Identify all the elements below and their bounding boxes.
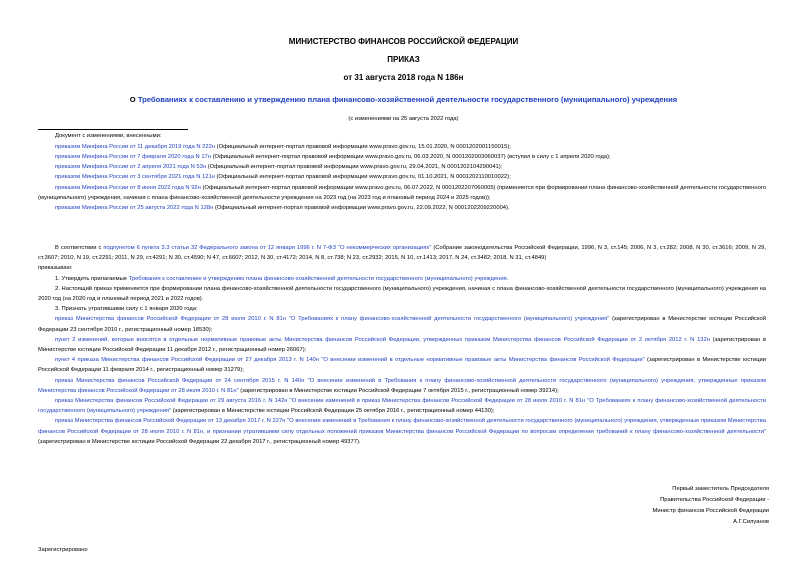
repealed-link[interactable]: приказ Министерства финансов Российской Федерации от 29 августа 2016 г. N 142н "О внесении изменений в приказ Министерства финансов Российской Федерации от 28 июля 2010 г. N 81н "О Требованиях к плану финансово-хозяйственной деятельности государственного (муниципального) учреждения" bbox=[38, 398, 766, 415]
document-body bbox=[38, 243, 766, 447]
order-word: приказываю: bbox=[38, 265, 73, 272]
amendment-link[interactable]: приказом Минфина России от 25 августа 2022 года N 128н bbox=[55, 205, 214, 212]
repealed-item bbox=[38, 396, 766, 416]
amendment-item bbox=[38, 203, 766, 213]
clause-text: . bbox=[506, 275, 509, 282]
amendment-text: (Официальный интернет-портал правовой информации www.pravo.gov.ru, 29.04.2021, N 0001202104290041); bbox=[206, 164, 503, 171]
requirements-link[interactable]: Требования к составлению и утверждению плана финансово-хозяйственной деятельности государственного (муниципального) учреждения bbox=[128, 275, 507, 282]
repealed-item bbox=[38, 314, 766, 334]
amendment-text: (Официальный интернет-портал правовой информации www.pravo.gov.ru, 15.01.2020, N 0001202001150015); bbox=[215, 143, 511, 150]
signature-position-1: Первый заместитель Председателя bbox=[672, 486, 769, 492]
amendment-item bbox=[38, 162, 766, 172]
registered-label: Зарегистрировано bbox=[38, 547, 88, 553]
repealed-text: (зарегистрирован в Министерстве юстиции Российской Федерации 11 февраля 2014 г., регистрационный номер 31279); bbox=[38, 357, 766, 374]
amendments-list bbox=[38, 142, 766, 214]
signature-name: А.Г.Силуанов bbox=[733, 519, 769, 525]
repealed-item bbox=[38, 416, 766, 447]
amendment-item bbox=[38, 142, 766, 152]
repealed-item bbox=[38, 335, 766, 355]
amendment-text: (Официальный интернет-портал правовой информации www.pravo.gov.ru, 06.07.2022, N 0001202207060005) (применяется при формировании плана финансово-хозяйственной деятельности государственного (муниципального) учреждения, начиная с плана финансово-хозяйственной деятельности учреждения на 2023 год (на 2023 год и плановый период 2024 и 2025 годов)); bbox=[38, 184, 766, 201]
document-title bbox=[0, 95, 807, 104]
clause-3: 3. Признать утратившими силу с 1 января 2020 года: bbox=[55, 306, 198, 313]
signature-block bbox=[653, 484, 769, 528]
document-date-number: от 31 августа 2018 года N 186н bbox=[343, 73, 464, 82]
amendments-intro: Документ с изменениями, внесенными: bbox=[55, 133, 162, 139]
amendment-link[interactable]: приказом Минфина России от 3 сентября 2021 года N 121н bbox=[55, 174, 215, 181]
signature-position-2: Правительства Российской Федерации - bbox=[660, 497, 769, 503]
repealed-text: (зарегистрирован в Министерстве юстиции Российской Федерации 11 декабря 2012 г., регистрационный номер 26067); bbox=[38, 336, 766, 354]
title-prefix: О bbox=[129, 95, 138, 104]
repealed-text: (зарегистрирован в Министерстве юстиции Российской Федерации 22 декабря 2017 г., регистрационный номер 49377). bbox=[38, 438, 361, 445]
preamble-paragraph bbox=[38, 243, 766, 263]
edition-note: (с изменениями на 25 августа 2022 года) bbox=[348, 116, 459, 122]
divider bbox=[38, 129, 188, 130]
clause-text: 1. Утвердить прилагаемые bbox=[55, 275, 129, 282]
repealed-link[interactable]: пункт 2 изменений, которые вносятся в отдельные нормативные правовые акты Министерства финансов Российской Федерации, утвержденных приказом Министерства финансов Российской Федерации от 2 октября 2012 г. N 132н bbox=[55, 336, 710, 343]
repealed-text: (зарегистрирован в Министерстве юстиции Российской Федерации 25 октября 2016 г., регистрационный номер 44130); bbox=[171, 408, 495, 415]
clause-2: 2. Настоящий приказ применяется при формировании плана финансово-хозяйственной деятельности государственного (муниципального) учреждения, начиная с плана финансово-хозяйственной деятельности государственного (муниципального) учреждения на 2020 год (на 2020 год и плановый период 2021 и 2022 годов). bbox=[38, 285, 766, 303]
repealed-link[interactable]: приказ Министерства финансов Российской Федерации от 28 июля 2010 г. N 81н "О Требованиях к плану финансово-хозяйственной деятельности государственного (муниципального) учреждения" bbox=[55, 316, 610, 323]
amendment-text: (Официальный интернет-портал правовой информации www.pravo.gov.ru, 22.09.2022, N 0001202209220004). bbox=[213, 205, 510, 212]
amendment-link[interactable]: приказом Минфина России от 7 февраля 2020 года N 17н bbox=[55, 153, 211, 160]
repealed-link[interactable]: приказ Министерства финансов Российской Федерации от 13 декабря 2017 г. N 227н "О внесении изменений в Требования к плану финансово-хозяйственной деятельности государственного (муниципального) учреждения, утвержденные приказом Министерства финансов Российской Федерации от 28 июля 2010 г. N 81н, и признании утратившими силу отдельных положений приказов Министерства финансов Российской Федерации по вопросам определения требований к плану финансово-хозяйственной деятельности" bbox=[38, 418, 766, 435]
amendment-link[interactable]: приказом Минфина России от 8 июня 2022 года N 92н bbox=[55, 184, 201, 191]
repealed-item bbox=[38, 355, 766, 375]
amendment-item bbox=[38, 183, 766, 204]
repealed-link[interactable]: приказ Министерства финансов Российской Федерации от 24 сентября 2015 г. N 140н "О внесении изменений в Требования к плану финансово-хозяйственной деятельности государственного (муниципального) учреждения, утвержденные приказом Министерства финансов Российской Федерации от 28 июля 2010 г. N 81н" bbox=[38, 377, 766, 394]
amendment-link[interactable]: приказом Минфина России от 2 апреля 2021 года N 53н bbox=[55, 164, 207, 171]
amendment-link[interactable]: приказом Минфина России от 11 декабря 2019 года N 222н bbox=[55, 143, 216, 150]
repealed-text: (зарегистрирован в Министерстве юстиции Российской Федерации 23 сентября 2010 г., регистрационный номер 18530); bbox=[38, 316, 767, 333]
amendment-item bbox=[38, 172, 766, 182]
amendment-text: (Официальный интернет-портал правовой информации www.pravo.gov.ru, 06.03.2020, N 0001202003060037) (вступил в силу с 1 апреля 2020 года); bbox=[210, 153, 611, 160]
title-link[interactable]: Требованиях к составлению и утверждению плана финансово-хозяйственной деятельности государственного (муниципального) учреждения bbox=[137, 95, 678, 104]
preamble-text: В соответствии с bbox=[55, 245, 104, 251]
ministry-title: МИНИСТЕРСТВО ФИНАНСОВ РОССИЙСКОЙ ФЕДЕРАЦИИ bbox=[288, 37, 519, 46]
repealed-text: (зарегистрирован в Министерстве юстиции Российской Федерации 7 октября 2015 г., регистрационный номер 39214); bbox=[238, 387, 559, 394]
repealed-link[interactable]: пункт 4 приказа Министерства финансов Российской Федерации от 27 декабря 2013 г. N 140н "О внесении изменений в отдельные нормативные правовые акты Министерства финансов Российской Федерации" bbox=[55, 357, 645, 364]
document-type: ПРИКАЗ bbox=[387, 55, 420, 64]
signature-position-3: Министр финансов Российской Федерации bbox=[652, 508, 769, 514]
clause-1 bbox=[38, 274, 766, 284]
amendment-text: (Официальный интернет-портал правовой информации www.pravo.gov.ru, 01.10.2021, N 0001202110010022); bbox=[214, 174, 511, 181]
federal-law-link[interactable]: подпунктом 6 пункта 3.3 статьи 32 Федерального закона от 12 января 1996 г. N 7-ФЗ "О некоммерческих организациях" bbox=[103, 245, 432, 251]
amendment-item bbox=[38, 152, 766, 162]
repealed-item bbox=[38, 376, 766, 396]
preamble-text: (Собрание законодательства Российской Федерации, 1996, N 3, ст.145; 2006, N 3, ст.282; 2008, N 30, ст.3616; 2009, N 29, ст.3607; 2010, N 19, ст.2291; 2011, N 29, ст.4291; N 30, ст.4590; N 47, ст.6607; 2012, N 30, ст.4172; 2014, N 8, ст.738; N 23, ст.2932; 2015, N 10, ст.1413; 2017, N 24, ст.3482; 2018, N 31, ст.4849) bbox=[38, 245, 766, 262]
